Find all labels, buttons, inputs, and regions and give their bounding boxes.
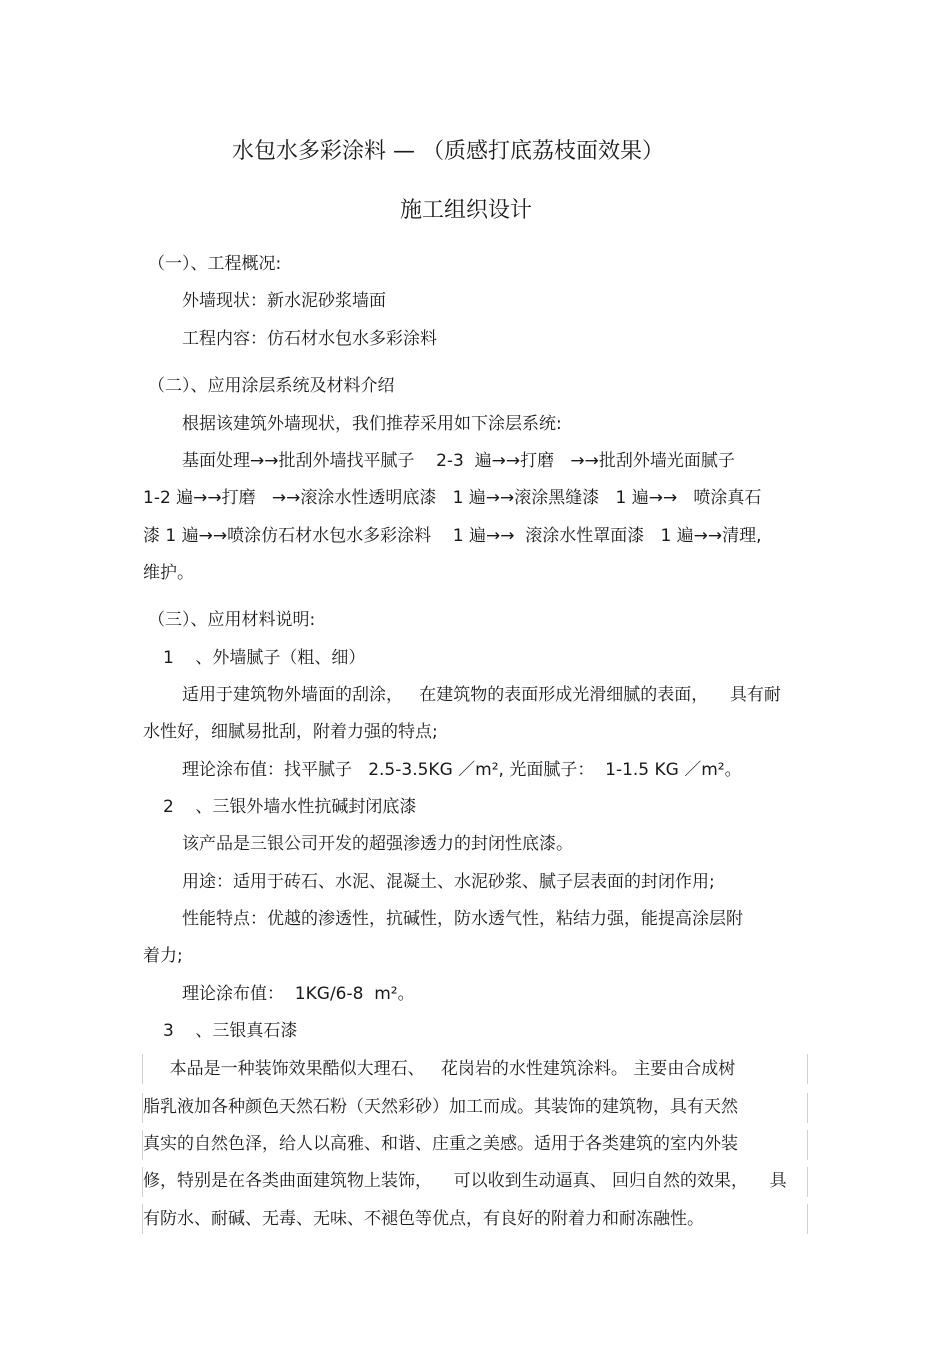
document-subtitle: 施工组织设计 [400,198,533,223]
section-2-paragraph-line: 基面处理→→批刮外墙找平腻子 2-3 遍→→打磨 →→批刮外墙光面腻子 [182,451,735,471]
item-2-coverage: 理论涂布值： 1KG∕6-8 m²。 [182,984,415,1004]
item-3-text: 脂乳液加各种颜色天然石粉（天然彩砂）加工而成。其装饰的建筑物，具有天然 [143,1097,738,1117]
item-3-text: 有防水、耐碱、无毒、无味、不褪色等优点，有良好的附着力和耐冻融性。 [143,1209,704,1229]
item-1-title: 1 、外墙腻子（粗、细） [163,648,366,668]
item-3-text: 本品是一种装饰效果酷似大理石、 花岗岩的水性建筑涂料。 主要由合成树 [148,1059,736,1079]
section-1-heading: （一）、工程概况: [148,254,282,274]
item-1-text: 适用于建筑物外墙面的刮涂， 在建筑物的表面形成光滑细腻的表面， 具有耐 [182,685,781,705]
item-1-text: 水性好，细腻易批刮，附着力强的特点; [143,722,438,742]
section-2-paragraph-line: 漆 1 遍→→喷涂仿石材水包水多彩涂料 1 遍→→ 滚涂水性罩面漆 1 遍→→清理, [143,526,762,546]
section-2-intro: 根据该建筑外墙现状，我们推荐采用如下涂层系统: [182,414,562,434]
item-2-text: 该产品是三银公司开发的超强渗透力的封闭性底漆。 [182,834,573,854]
section-1-line-1: 外墙现状：新水泥砂浆墙面 [182,291,386,311]
item-2-text: 着力; [143,946,183,966]
item-3-text: 修，特别是在各类曲面建筑物上装饰， 可以收到生动逼真、 回归自然的效果， 具 [143,1171,787,1191]
item-2-text: 用途：适用于砖石、水泥、混凝土、水泥砂浆、腻子层表面的封闭作用; [182,872,715,892]
section-2-paragraph-line: 1-2 遍→→打磨 →→滚涂水性透明底漆 1 遍→→滚涂黑缝漆 1 遍→→ 喷涂真石 [143,488,762,508]
item-3-text: 真实的自然色泽，给人以高雅、和谐、庄重之美感。适用于各类建筑的室内外装 [143,1134,738,1154]
section-3-heading: （三）、应用材料说明: [148,610,316,630]
item-3-title: 3 、三银真石漆 [163,1021,298,1041]
section-2-heading: （二）、应用涂层系统及材料介绍 [148,376,395,396]
item-2-text: 性能特点：优越的渗透性，抗碱性，防水透气性，粘结力强，能提高涂层附 [182,909,743,929]
item-1-coverage: 理论涂布值：找平腻子 2.5-3.5KG ／m², 光面腻子： 1-1.5 KG ／m²。 [182,760,742,780]
item-2-title: 2 、三银外墙水性抗碱封闭底漆 [163,797,417,817]
section-2-paragraph-line: 维护。 [143,563,194,583]
document-title: 水包水多彩涂料 — （质感打底荔枝面效果） [232,139,664,164]
section-1-line-2: 工程内容：仿石材水包水多彩涂料 [182,329,437,349]
